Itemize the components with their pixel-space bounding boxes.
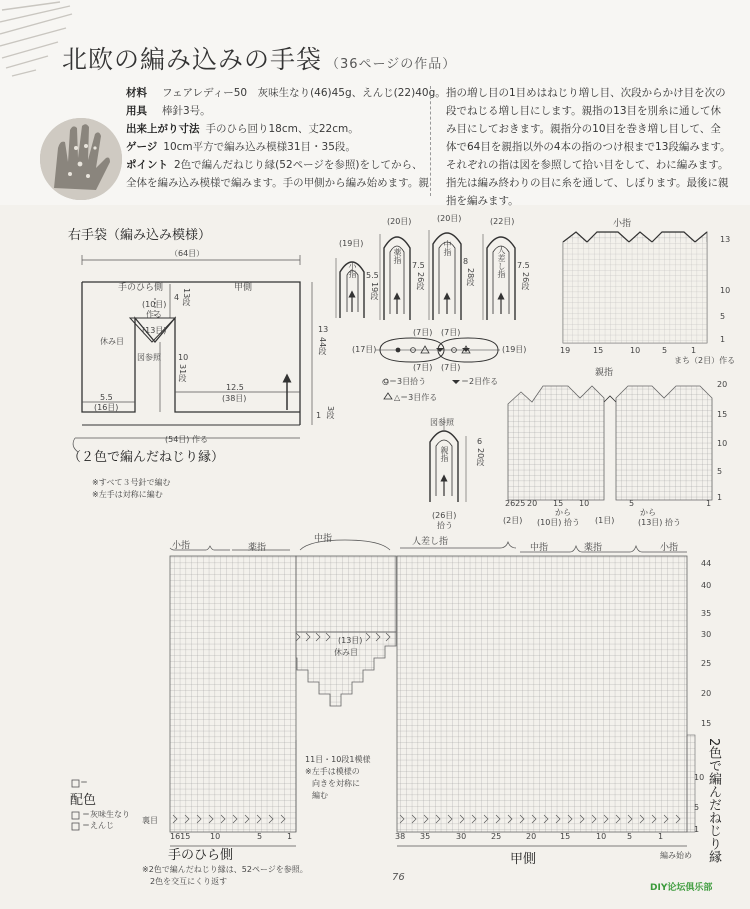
thumb-count-13: (13目) 拾う bbox=[638, 518, 681, 527]
main-reverse-label: 裏目 bbox=[142, 816, 158, 825]
legend-make-two: ＝2目作る bbox=[461, 377, 499, 386]
thumb-x-tick: 20 bbox=[527, 499, 538, 508]
pinky-count: (19目) bbox=[339, 239, 364, 248]
ring-top-count-a: (7目) bbox=[413, 328, 433, 337]
ring-top-count-b: (7目) bbox=[441, 328, 461, 337]
thumb-height: 6 bbox=[477, 437, 483, 446]
thumb-x-tick: 10 bbox=[579, 499, 590, 508]
legend-pick-three: ○＝3目拾う bbox=[382, 377, 427, 386]
back-x-tick: 15 bbox=[560, 832, 571, 841]
pinky-x-tick: 15 bbox=[593, 346, 604, 355]
back-x-tick: 10 bbox=[596, 832, 607, 841]
rows-44: 44段 bbox=[318, 337, 327, 356]
main-y-tick: 44 bbox=[701, 559, 712, 568]
thumb-y-tick: 20 bbox=[717, 380, 728, 389]
palm-rows-31: 31段 bbox=[178, 364, 187, 383]
main-chart-back-grid bbox=[397, 556, 695, 832]
material-row-point: ポイント 2色で編んだねじり縁(52ページを参照)をしてから、 bbox=[126, 159, 423, 171]
middle-rows: 28段 bbox=[466, 268, 475, 287]
index-count: (22目) bbox=[490, 217, 515, 226]
ring-bottom-count-a: (7目) bbox=[413, 363, 433, 372]
page-number: 76 bbox=[392, 872, 405, 883]
pinky-rows: 19段 bbox=[370, 282, 379, 301]
main-top-middle: 中指 bbox=[314, 534, 333, 544]
right-glove-title: 右手袋（編み込み模様） bbox=[68, 228, 212, 243]
ring-right-count: (19目) bbox=[502, 345, 527, 354]
main-y-tick: 20 bbox=[701, 689, 712, 698]
thumb-from-a: から bbox=[555, 508, 571, 517]
back-x-tick: 35 bbox=[420, 832, 431, 841]
main-y-tick: 5 bbox=[694, 803, 700, 812]
thumb-chart-title: 親指 bbox=[595, 368, 614, 378]
cast-on-count: (54目) 作る bbox=[165, 435, 208, 444]
thumb-tube-label: 親指 bbox=[440, 446, 449, 462]
ring-count: (20目) bbox=[387, 217, 412, 226]
footnote-alternate: 2色を交互にくり返す bbox=[150, 877, 228, 886]
main-y-tick: 25 bbox=[701, 659, 712, 668]
middle-label: 中指 bbox=[443, 240, 452, 256]
legend-knit-label: ＝ bbox=[80, 778, 88, 787]
back-x-tick: 1 bbox=[658, 832, 664, 841]
back-x-tick: 5 bbox=[627, 832, 633, 841]
palm-x-tick: 1 bbox=[287, 832, 293, 841]
repeat-note: 11目・10段1模様 bbox=[305, 755, 371, 764]
main-rest-label: 休み目 bbox=[334, 648, 358, 657]
page-subtitle: （36ページの作品） bbox=[326, 57, 457, 72]
ring-bottom-count-b: (7目) bbox=[441, 363, 461, 372]
pinky-y-tick: 13 bbox=[720, 235, 731, 244]
width-38-stitches: (38目) bbox=[222, 394, 247, 403]
pinky-x-tick: 10 bbox=[630, 346, 641, 355]
main-y-tick: 15 bbox=[701, 719, 712, 728]
thumb-make-count: (10目) bbox=[142, 300, 167, 309]
pinky-gusset-note: まち（2目）作る bbox=[674, 356, 736, 365]
ring-rows: 26段 bbox=[416, 272, 425, 291]
left-glove-note-1: ※左手は模様の bbox=[305, 767, 360, 776]
main-y-tick: 40 bbox=[701, 581, 712, 590]
left-glove-note-2: 向きを対称に bbox=[312, 779, 360, 788]
twisted-edge-label: （２色で編んだねじり縁） bbox=[68, 450, 225, 465]
pinky-label: 小指 bbox=[348, 262, 357, 278]
thumb-x-tick: 1 bbox=[706, 499, 712, 508]
ring-left-count: (17目) bbox=[352, 345, 377, 354]
thumb-count-10: (10目) 拾う bbox=[537, 518, 580, 527]
material-row-tools: 用具 棒針3号。 bbox=[126, 105, 211, 117]
back-x-tick: 25 bbox=[491, 832, 502, 841]
instructions-text: 指の増し目の1目めはねじり増し目、次段からかけ目を次の段でねじる増し目にします。親指の13目を別糸に通して休み目にしておきます。親指分の10目を巻き増し目して、全体で64目を親指以外の4本の指のつけ根まで13段編みます。それぞれの指は図を参照して拾い目をして、わに編みます。指先は編み終わりの目に糸を通して、しぼります。最後に親指を編みます。 bbox=[446, 87, 731, 207]
middle-height: 8 bbox=[463, 257, 469, 266]
ring-label: 薬指 bbox=[393, 248, 402, 264]
height-13: 13 bbox=[318, 325, 329, 334]
palm-height-10: 10 bbox=[178, 353, 189, 362]
thumb-make-label: 作る bbox=[146, 310, 162, 319]
main-top-ring: 薬指 bbox=[248, 543, 267, 553]
thumb-pick-label: 拾う bbox=[437, 521, 453, 530]
thumb-y-tick: 5 bbox=[717, 467, 723, 476]
pinky-chart-title: 小指 bbox=[613, 219, 632, 229]
palm-x-tick: 1615 bbox=[170, 832, 191, 841]
ring-height: 7.5 bbox=[412, 261, 425, 270]
main-top-back-middle: 中指 bbox=[530, 543, 549, 553]
edge-height-1: 1 bbox=[316, 411, 322, 420]
back-x-tick: 38 bbox=[395, 832, 406, 841]
thumb-chart-grid bbox=[508, 386, 712, 500]
left-glove-note-3: 編む bbox=[312, 791, 328, 800]
material-row-gauge: ゲージ 10cm平方で編み込み模様31目・35段。 bbox=[126, 141, 356, 153]
main-y-tick: 30 bbox=[701, 630, 712, 639]
rest-stitch-label: 休み目 bbox=[100, 337, 124, 346]
pinky-chart-grid bbox=[563, 232, 707, 343]
main-y-tick: 35 bbox=[701, 609, 712, 618]
back-chart-title: 甲側 bbox=[510, 852, 537, 867]
footnote-edge: ※2色で編んだねじり縁は、52ページを参照。 bbox=[142, 865, 308, 874]
index-rows: 26段 bbox=[521, 272, 530, 291]
back-x-tick: 30 bbox=[456, 832, 467, 841]
palm-x-tick: 5 bbox=[257, 832, 263, 841]
edge-rows-3: 3段 bbox=[326, 406, 335, 420]
palm-x-tick: 10 bbox=[210, 832, 221, 841]
main-start-label: 編み始め bbox=[660, 851, 692, 860]
thumb-see-fig: 図参照 bbox=[430, 418, 454, 427]
thumb-y-tick: 10 bbox=[717, 439, 728, 448]
main-side-edge-label: 2色で編んだねじり縁 bbox=[706, 738, 721, 864]
thumb-count-2: (2目) bbox=[503, 516, 523, 525]
gusset-rows-4: 4 bbox=[174, 293, 180, 302]
legend-title: 配色 bbox=[70, 793, 97, 808]
thumb-from-b: から bbox=[640, 508, 656, 517]
index-height: 7.5 bbox=[517, 261, 530, 270]
back-side-label: 甲側 bbox=[234, 283, 253, 293]
note-needles: ※すべて３号針で編む bbox=[92, 478, 171, 487]
back-x-tick: 20 bbox=[526, 832, 537, 841]
width-16-stitches: (16目) bbox=[94, 403, 119, 412]
material-row-yarn: 材料 フェアレディー50 灰味生なり(46)45g、えんじ(22)40g。 bbox=[126, 87, 446, 99]
width-5-5: 5.5 bbox=[100, 393, 113, 402]
index-label: 人差し指 bbox=[497, 246, 506, 278]
width-12-5: 12.5 bbox=[226, 383, 244, 392]
material-row-size: 出来上がり寸法 手のひら回り18cm、丈22cm。 bbox=[126, 123, 359, 135]
pinky-height: 5.5 bbox=[366, 271, 379, 280]
legend-color-gray: ＝灰味生なり bbox=[82, 810, 130, 819]
gusset-rows-13: 13段 bbox=[182, 288, 191, 307]
middle-count: (20目) bbox=[437, 214, 462, 223]
note-left-glove: ※左手は対称に編む bbox=[92, 490, 163, 499]
top-stitch-count: （64目） bbox=[170, 249, 205, 258]
palm-chart-title: 手のひら側 bbox=[168, 848, 234, 863]
thumb-x-tick: 15 bbox=[553, 499, 564, 508]
thumb-y-tick: 15 bbox=[717, 410, 728, 419]
thumb-pick-count: (26目) bbox=[432, 511, 457, 520]
main-top-index: 人差し指 bbox=[412, 537, 449, 547]
main-top-back-pinky: 小指 bbox=[660, 543, 679, 553]
pinky-x-tick: 1 bbox=[691, 346, 697, 355]
legend-make-three: △＝3目作る bbox=[394, 393, 438, 402]
main-rest-count: (13目) bbox=[338, 636, 363, 645]
pinky-x-tick: 19 bbox=[560, 346, 571, 355]
thumb-count-1: (1目) bbox=[595, 516, 615, 525]
thumb-x-tick: 5 bbox=[629, 499, 635, 508]
thumb-x-tick: 2625 bbox=[505, 499, 526, 508]
page-title: 北欧の編み込みの手袋 （36ページの作品） bbox=[62, 45, 457, 74]
main-chart-palm-grid bbox=[170, 556, 396, 832]
main-y-tick: 1 bbox=[694, 825, 700, 834]
thumb-rows: 20段 bbox=[476, 448, 485, 467]
pinky-y-tick: 10 bbox=[720, 286, 731, 295]
thumb-rest-count: (13目) bbox=[142, 326, 167, 335]
main-y-tick: 10 bbox=[694, 773, 705, 782]
material-row-point-cont: 全体を編み込み模様で編みます。手の甲側から編み始めます。親 bbox=[126, 177, 429, 189]
main-top-back-ring: 薬指 bbox=[584, 543, 603, 553]
legend-color-red: ＝えんじ bbox=[82, 821, 114, 830]
palm-side-label: 手のひら側 bbox=[118, 283, 164, 293]
main-top-pinky: 小指 bbox=[172, 541, 191, 551]
pinky-y-tick: 5 bbox=[720, 312, 726, 321]
see-figure-label: 図参照 bbox=[137, 353, 161, 362]
pinky-x-tick: 5 bbox=[662, 346, 668, 355]
thumb-y-tick: 1 bbox=[717, 493, 723, 502]
watermark: DIY论坛俱乐部 bbox=[650, 883, 713, 893]
pinky-y-tick: 1 bbox=[720, 335, 726, 344]
